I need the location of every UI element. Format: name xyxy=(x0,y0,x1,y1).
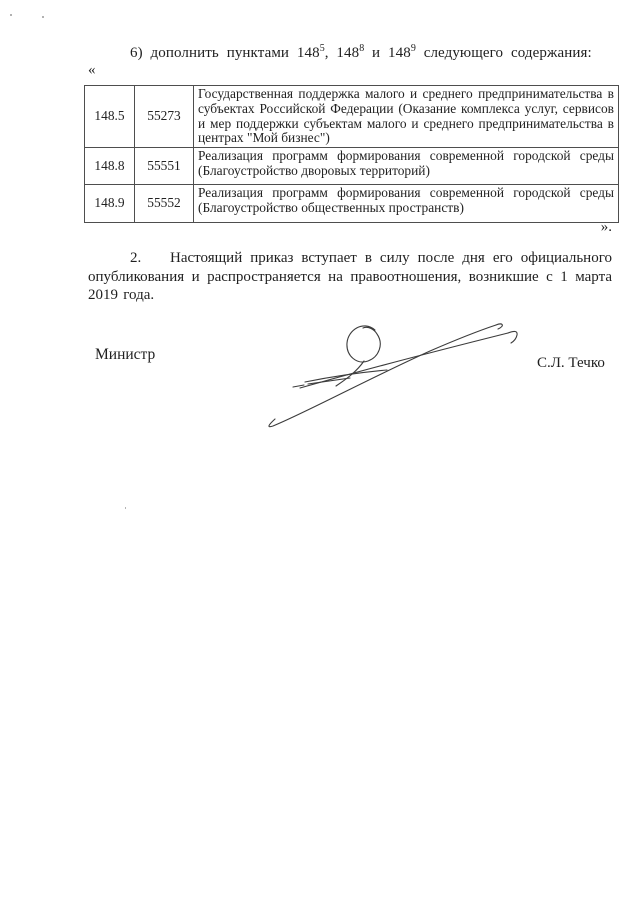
scan-speck xyxy=(10,14,12,16)
table-row xyxy=(85,185,619,223)
heading-part: 6) дополнить пунктами 148 xyxy=(130,45,320,61)
heading-part: и 148 xyxy=(364,45,411,61)
paragraph-text: Настоящий приказ вступает в силу после дня его официального опубликования и распространяется на правоотношения, возникшие с 1 марта 2019 года. xyxy=(88,250,612,304)
table-row xyxy=(85,148,619,185)
effective-date-paragraph xyxy=(88,249,612,305)
budget-code-cell: 55552 xyxy=(135,185,194,223)
heading-superscript: 9 xyxy=(410,43,416,54)
quote-close-mark: ». xyxy=(600,219,612,235)
amendment-heading xyxy=(130,45,592,62)
signature-mark xyxy=(260,316,540,431)
minister-title: Министр xyxy=(95,346,156,363)
scan-speck xyxy=(125,507,126,509)
budget-item-number-cell: 148.5 xyxy=(85,86,135,148)
budget-item-number-cell: 148.8 xyxy=(85,148,135,185)
budget-item-description-cell: Государственная поддержка малого и среднего предпринимательства в субъектах Российской Федерации (Оказание комплекса услуг, сервисов и мер поддержки субъектам малого и среднего предпринимательства в центрах "Мой бизнес") xyxy=(194,86,619,148)
heading-superscript: 5 xyxy=(319,43,325,54)
paragraph-number: 2. xyxy=(130,250,142,266)
minister-name: С.Л. Течко xyxy=(537,355,605,371)
budget-item-description-cell: Реализация программ формирования современной городской среды (Благоустройство общественных пространств) xyxy=(194,185,619,223)
amendments-table xyxy=(84,85,619,223)
heading-part: , 148 xyxy=(324,45,360,61)
budget-item-description-cell: Реализация программ формирования современной городской среды (Благоустройство дворовых территорий) xyxy=(194,148,619,185)
budget-code-cell: 55273 xyxy=(135,86,194,148)
budget-item-number-cell: 148.9 xyxy=(85,185,135,223)
budget-code-cell: 55551 xyxy=(135,148,194,185)
scan-speck xyxy=(42,16,44,18)
heading-superscript: 8 xyxy=(359,43,365,54)
heading-part: следующего содержания: xyxy=(415,45,592,61)
table-row xyxy=(85,86,619,148)
quote-open-mark: « xyxy=(88,62,96,78)
